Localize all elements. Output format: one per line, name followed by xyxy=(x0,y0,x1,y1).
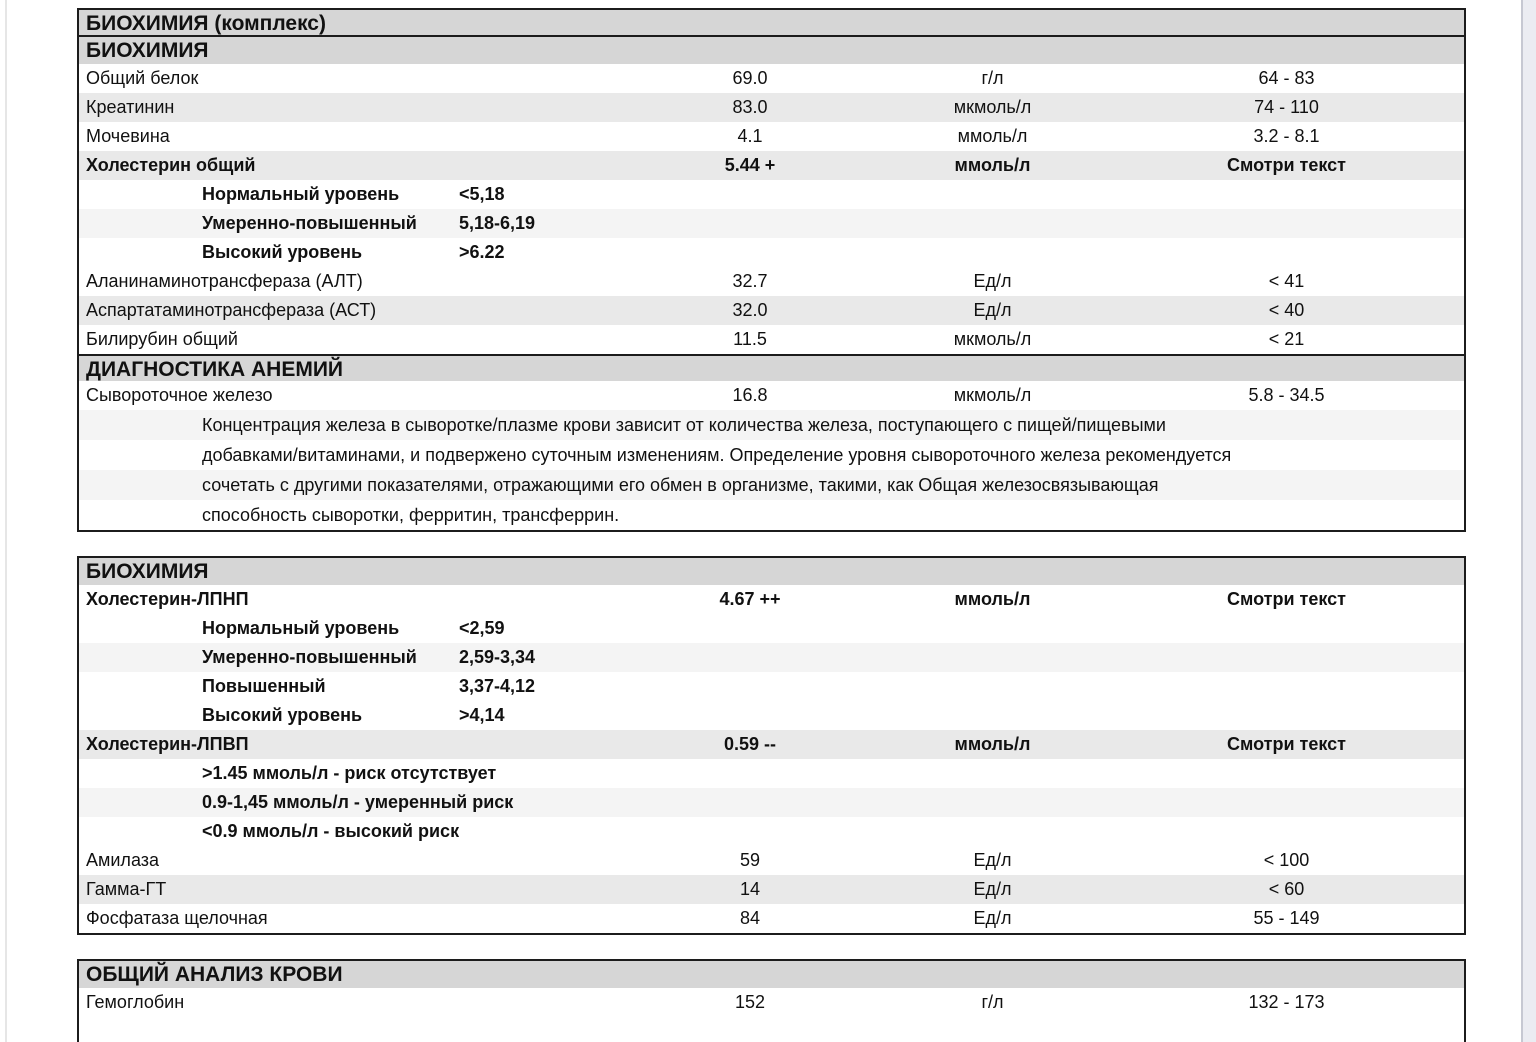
test-reference-range: 132 - 173 xyxy=(1248,992,1325,1012)
test-unit: ммоль/л xyxy=(954,734,1031,754)
section-header: БИОХИМИЯ xyxy=(79,558,1464,585)
result-row xyxy=(79,381,1464,410)
test-reference-range: < 41 xyxy=(1268,271,1305,291)
interpretation-text: <0.9 ммоль/л - высокий риск xyxy=(202,821,460,841)
test-value: 0.59 -- xyxy=(723,734,777,754)
test-value: 4.67 ++ xyxy=(719,589,781,609)
test-reference-range: Смотри текст xyxy=(1227,589,1346,609)
test-unit: ммоль/л xyxy=(954,589,1031,609)
test-unit: ммоль/л xyxy=(954,155,1031,175)
result-row xyxy=(79,846,1464,875)
interpretation-value: <5,18 xyxy=(459,184,505,204)
test-value: 14 xyxy=(739,879,761,899)
test-reference-range: < 21 xyxy=(1268,329,1305,349)
result-row xyxy=(79,730,1464,759)
interpretation-row xyxy=(79,672,1464,701)
interpretation-value: 5,18-6,19 xyxy=(459,213,536,233)
interpretation-row xyxy=(79,643,1464,672)
result-row xyxy=(79,585,1464,614)
test-name: Гемоглобин xyxy=(86,992,185,1012)
test-name: Билирубин общий xyxy=(86,329,238,349)
test-reference-range: < 100 xyxy=(1263,850,1310,870)
comment-text: добавками/витаминами, и подвержено суточным изменениям. Определение уровня сывороточного железа рекомендуется xyxy=(202,445,1232,465)
interpretation-row xyxy=(79,180,1464,209)
interpretation-label: Умеренно-повышенный xyxy=(202,213,417,233)
test-value: 32.0 xyxy=(732,300,768,320)
test-value: 16.8 xyxy=(732,385,768,405)
test-name: Мочевина xyxy=(86,126,170,146)
test-value: 69.0 xyxy=(732,68,768,88)
test-name: Амилаза xyxy=(86,850,160,870)
section-header: БИОХИМИЯ (комплекс) xyxy=(79,10,1464,37)
interpretation-value: >6.22 xyxy=(459,242,505,262)
test-unit: Ед/л xyxy=(973,908,1012,928)
test-reference-range: 55 - 149 xyxy=(1253,908,1320,928)
test-unit: Ед/л xyxy=(973,271,1012,291)
test-unit: мкмоль/л xyxy=(953,329,1032,349)
test-unit: Ед/л xyxy=(973,300,1012,320)
interpretation-row xyxy=(79,701,1464,730)
test-name: Общий белок xyxy=(86,68,199,88)
interpretation-label: Высокий уровень xyxy=(202,242,363,262)
vertical-scrollbar-track[interactable] xyxy=(1521,0,1536,1042)
test-value: 59 xyxy=(739,850,761,870)
interpretation-row xyxy=(79,817,1464,846)
interpretation-label: Нормальный уровень xyxy=(202,184,400,204)
comment-text: Концентрация железа в сыворотке/плазме крови зависит от количества железа, поступающего с пищей/пищевыми xyxy=(202,415,1166,435)
result-row xyxy=(79,267,1464,296)
result-row xyxy=(79,988,1464,1017)
section-header: ОБЩИЙ АНАЛИЗ КРОВИ xyxy=(79,961,1464,988)
result-row xyxy=(79,64,1464,93)
test-value: 83.0 xyxy=(732,97,768,117)
comment-text: сочетать с другими показателями, отражающими его обмен в организме, такими, как Общая железосвязывающая xyxy=(202,475,1159,495)
interpretation-row xyxy=(79,788,1464,817)
interpretation-label: Высокий уровень xyxy=(202,705,363,725)
test-name: Фосфатаза щелочная xyxy=(86,908,268,928)
interpretation-text: 0.9-1,45 ммоль/л - умеренный риск xyxy=(202,792,514,812)
report-block-complete-blood-count xyxy=(77,959,1466,1042)
page-left-edge-line xyxy=(5,0,7,1042)
result-row xyxy=(79,875,1464,904)
interpretation-value: 2,59-3,34 xyxy=(459,647,536,667)
test-reference-range: < 60 xyxy=(1268,879,1305,899)
test-reference-range: 74 - 110 xyxy=(1254,97,1319,117)
section-header: БИОХИМИЯ xyxy=(79,37,1464,64)
test-name: Сывороточное железо xyxy=(86,385,273,405)
test-name: Холестерин-ЛПВП xyxy=(86,734,249,754)
test-name: Гамма-ГТ xyxy=(86,879,167,899)
test-value: 152 xyxy=(734,992,766,1012)
interpretation-label: Повышенный xyxy=(202,676,326,696)
test-unit: Ед/л xyxy=(973,879,1012,899)
section-header: ДИАГНОСТИКА АНЕМИЙ xyxy=(79,354,1464,381)
test-unit: мкмоль/л xyxy=(953,385,1032,405)
interpretation-label: Нормальный уровень xyxy=(202,618,400,638)
report xyxy=(77,8,1466,1042)
result-row xyxy=(79,296,1464,325)
test-unit: ммоль/л xyxy=(957,126,1028,146)
test-value: 84 xyxy=(739,908,761,928)
report-block-biochemistry-lipids xyxy=(77,556,1466,935)
test-reference-range: 3.2 - 8.1 xyxy=(1253,126,1320,146)
test-unit: г/л xyxy=(981,992,1004,1012)
test-reference-range: 64 - 83 xyxy=(1258,68,1315,88)
interpretation-value: >4,14 xyxy=(459,705,505,725)
test-name: Аспартатаминотрансфераза (АСТ) xyxy=(86,300,377,320)
interpretation-value: <2,59 xyxy=(459,618,505,638)
interpretation-value: 3,37-4,12 xyxy=(459,676,536,696)
comment-line xyxy=(79,470,1464,500)
test-reference-range: Смотри текст xyxy=(1227,734,1346,754)
interpretation-row xyxy=(79,238,1464,267)
test-value: 11.5 xyxy=(733,329,767,349)
test-reference-range: < 40 xyxy=(1268,300,1305,320)
test-value: 32.7 xyxy=(732,271,768,291)
interpretation-row xyxy=(79,759,1464,788)
test-reference-range: Смотри текст xyxy=(1227,155,1346,175)
interpretation-row xyxy=(79,614,1464,643)
test-unit: Ед/л xyxy=(973,850,1012,870)
interpretation-label: Умеренно-повышенный xyxy=(202,647,417,667)
test-unit: мкмоль/л xyxy=(953,97,1032,117)
test-name: Холестерин общий xyxy=(86,155,256,175)
test-reference-range: 5.8 - 34.5 xyxy=(1248,385,1325,405)
test-unit: г/л xyxy=(981,68,1004,88)
interpretation-text: >1.45 ммоль/л - риск отсутствует xyxy=(202,763,497,783)
test-value: 4.1 xyxy=(737,126,763,146)
result-row xyxy=(79,122,1464,151)
comment-line xyxy=(79,500,1464,530)
test-value: 5.44 + xyxy=(724,155,776,175)
result-row xyxy=(79,325,1464,354)
comment-line xyxy=(79,440,1464,470)
result-row xyxy=(79,151,1464,180)
report-block-biochemistry-complex xyxy=(77,8,1466,532)
result-row xyxy=(79,93,1464,122)
test-name: Холестерин-ЛПНП xyxy=(86,589,249,609)
test-name: Креатинин xyxy=(86,97,175,117)
result-row xyxy=(79,904,1464,933)
test-name: Аланинаминотрансфераза (АЛТ) xyxy=(86,271,363,291)
comment-text: способность сыворотки, ферритин, трансферрин. xyxy=(202,505,620,525)
interpretation-row xyxy=(79,209,1464,238)
comment-line xyxy=(79,410,1464,440)
